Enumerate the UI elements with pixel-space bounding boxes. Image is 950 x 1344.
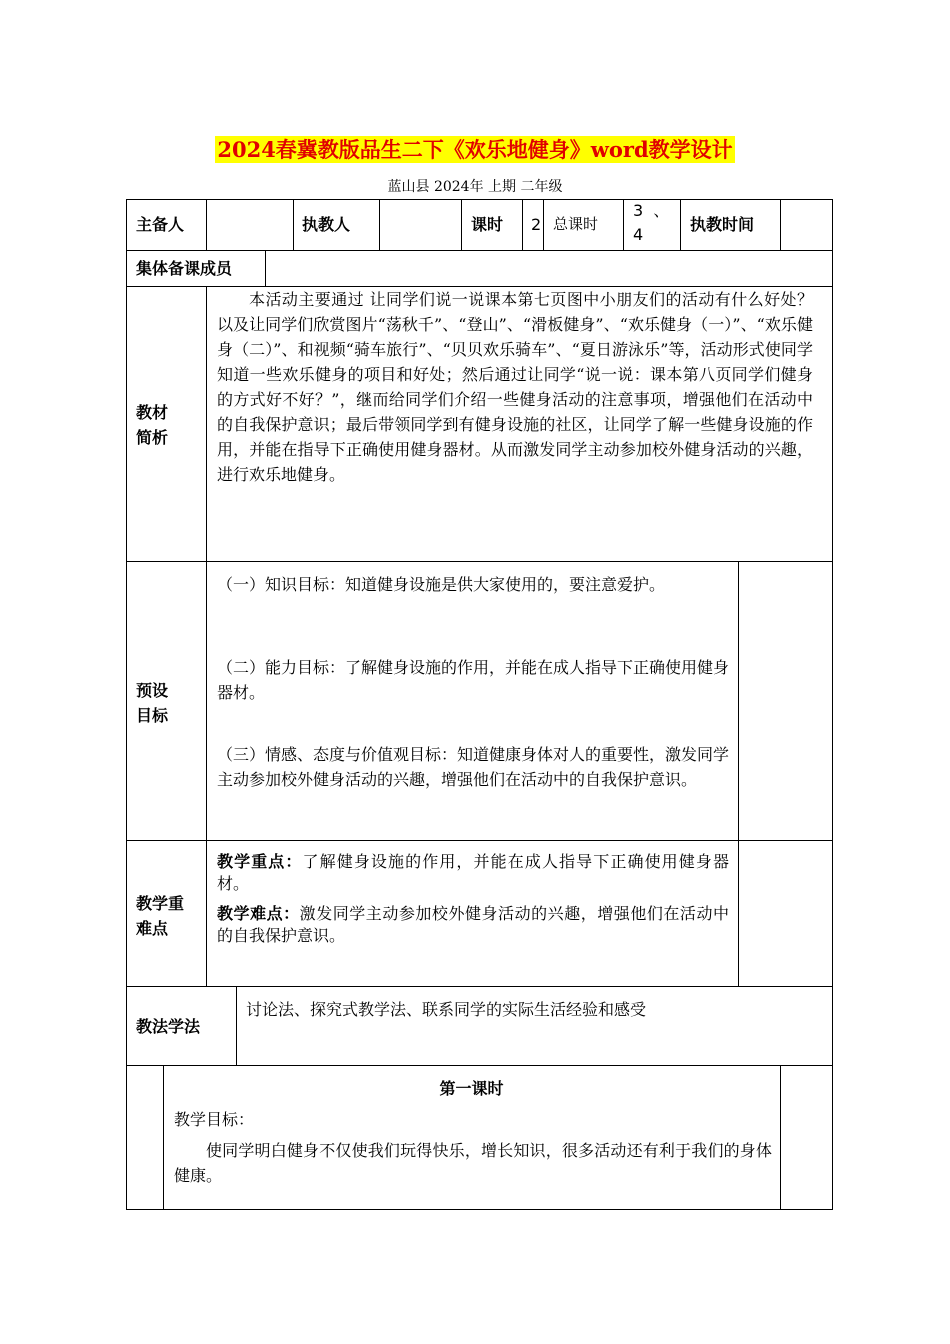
- ability-objective: （二）能力目标：了解健身设施的作用，并能在成人指导下正确使用健身器材。: [217, 658, 730, 702]
- objectives-label-line1: 预设: [136, 681, 169, 700]
- table-divider: [543, 199, 544, 250]
- difficulty-text: 激发同学主动参加校外健身活动的兴趣，增强他们在活动中的自我保护意识。: [217, 904, 729, 945]
- table-divider: [293, 199, 294, 250]
- material-analysis-label: [136, 400, 168, 450]
- emotion-objective: （三）情感、态度与价值观目标：知道健康身体对人的重要性，激发同学主动参加校外健身活动的兴趣，增强他们在活动中的自我保护意识。: [217, 745, 730, 789]
- first-lesson-goal-label: 教学目标：: [174, 1110, 255, 1129]
- period-label: 课时: [471, 215, 504, 234]
- teaching-time-label: 执教时间: [690, 215, 755, 234]
- difficulty-point: [217, 903, 729, 947]
- methods-label: 教法学法: [136, 1017, 201, 1036]
- methods-text: 讨论法、探究式教学法、联系同学的实际生活经验和感受: [246, 1000, 647, 1019]
- table-border-top: [126, 199, 833, 200]
- table-divider: [126, 840, 833, 841]
- table-divider: [680, 199, 681, 250]
- table-divider: [126, 1065, 833, 1066]
- table-divider: [126, 561, 833, 562]
- document-title-text: 2024春冀教版品生二下《欢乐地健身》word教学设计: [217, 137, 733, 162]
- key-points-label: [136, 891, 184, 941]
- total-periods-value-bottom[interactable]: 4: [633, 225, 644, 244]
- table-divider: [780, 199, 781, 250]
- first-lesson-heading: 第一课时: [439, 1079, 504, 1098]
- table-divider: [236, 986, 237, 1065]
- key-point-label: 教学重点：: [217, 852, 303, 871]
- table-divider: [126, 250, 833, 251]
- document-title: [0, 134, 950, 164]
- table-divider: [126, 986, 833, 987]
- table-divider: [461, 199, 462, 250]
- total-periods-value-top[interactable]: 3 、: [633, 201, 670, 220]
- table-divider: [206, 199, 207, 250]
- key-points-label-line2: 难点: [136, 919, 169, 938]
- objectives-label: [136, 678, 168, 728]
- table-divider: [623, 199, 624, 250]
- document-subtitle: 蓝山县 2024年 上期 二年级: [387, 179, 563, 195]
- material-analysis-label-line2: 简析: [136, 428, 169, 447]
- table-divider: [522, 199, 523, 250]
- knowledge-objective: （一）知识目标：知道健身设施是供大家使用的，要注意爱护。: [217, 575, 666, 594]
- table-divider: [265, 250, 266, 286]
- table-divider: [780, 1065, 781, 1210]
- table-divider: [379, 199, 380, 250]
- material-analysis-text: 本活动主要通过 让同学们说一说课本第七页图中小朋友们的活动有什么好处？以及让同学们欣赏图片“荡秋千”、“登山”、“滑板健身”、“欢乐健身（一）”、“欢乐健身（二）”、和视频“骑车旅行”、“贝贝欢乐骑车”、“夏日游泳乐”等，活动形式使同学知道一些欢乐健身的项目和好处；然后通过让同学“说一说：课本第八页同学们健身的方式好不好？”，继而给同学们介绍一些健身活动的注意事项，增强他们在活动中的自我保护意识；最后带领同学到有健身设施的社区，让同学了解一些健身设施的作用，并能在指导下正确使用健身器材。从而激发同学主动参加校外健身活动的兴趣，进行欢乐地健身。: [217, 290, 813, 484]
- key-point-text: 了解健身设施的作用，并能在成人指导下正确使用健身器材。: [217, 852, 729, 893]
- material-analysis-label-line1: 教材: [136, 403, 169, 422]
- key-points-label-line1: 教学重: [136, 894, 185, 913]
- difficulty-label: 教学难点：: [217, 904, 300, 923]
- period-value[interactable]: 2: [531, 215, 542, 234]
- table-divider: [206, 286, 207, 986]
- table-border-left: [126, 199, 127, 1210]
- first-lesson-goal-text: 使同学明白健身不仅使我们玩得快乐，增长知识，很多活动还有利于我们的身体健康。: [174, 1141, 772, 1185]
- table-border-bottom: [126, 1209, 833, 1210]
- total-periods-label: 总课时: [553, 215, 599, 233]
- members-label: 集体备课成员: [136, 259, 233, 278]
- table-divider: [738, 561, 739, 986]
- teacher-label: 执教人: [302, 215, 351, 234]
- objectives-label-line2: 目标: [136, 706, 169, 725]
- lead-preparer-label: 主备人: [136, 215, 185, 234]
- table-border-right: [832, 199, 833, 1210]
- key-point: [217, 851, 729, 895]
